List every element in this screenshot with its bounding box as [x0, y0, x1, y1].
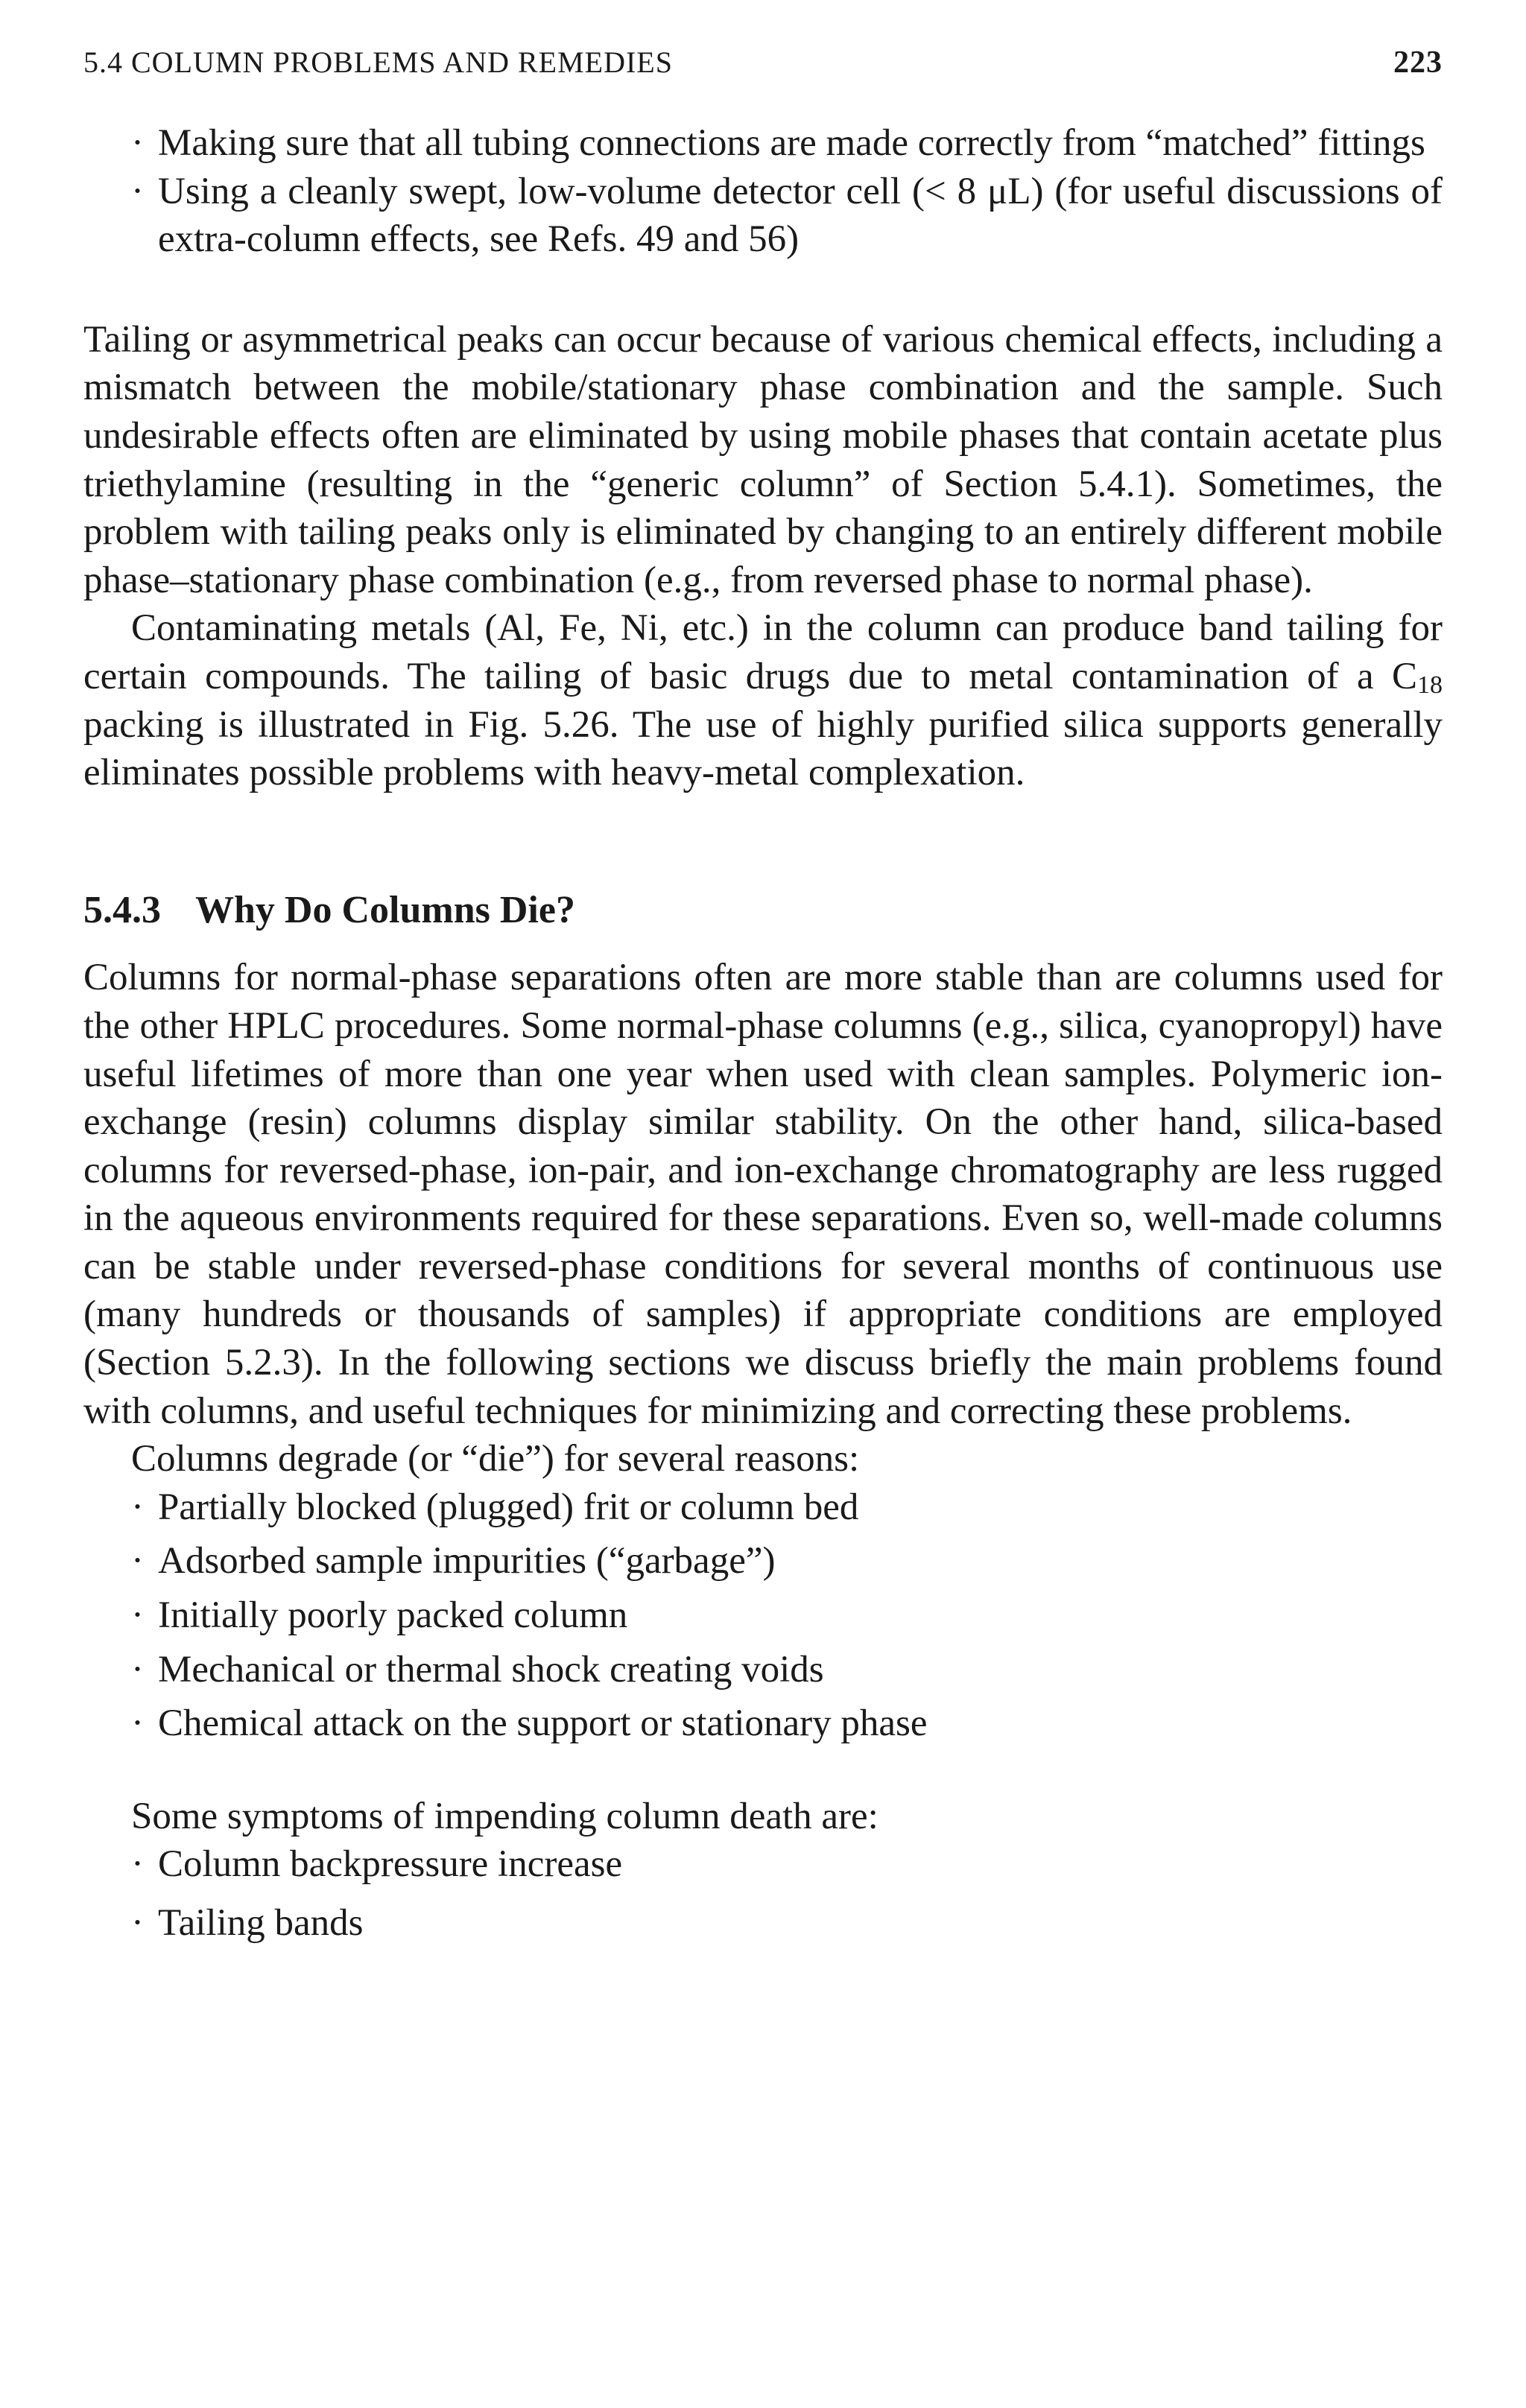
- list-item-text: Chemical attack on the support or stationary phase: [158, 1702, 928, 1745]
- list-item-text: Column backpressure increase: [158, 1843, 623, 1886]
- bullet-list-fittings: [83, 119, 1443, 264]
- bullet-glyph: ·: [131, 1486, 144, 1528]
- paragraph-metals-text-2: packing is illustrated in Fig. 5.26. The use of highly purified silica supports generally eliminates possible problems with heavy-metal complexation.: [83, 703, 1443, 794]
- paragraph-column-stability: Columns for normal-phase separations often are more stable than are columns used for the other HPLC procedures. Some normal-phase columns (e.g., silica, cyanopropyl) have useful lifetimes of more than one year when used with clean samples. Polymeric ion-exchange (resin) columns display similar stability. On the other hand, silica-based columns for reversed-phase, ion-pair, and ion-exchange chromatography are less rugged in the aqueous environments required for these separations. Even so, well-made columns can be stable under reversed-phase conditions for several months of continuous use (many hundreds or thousands of samples) if appropriate conditions are employed (Section 5.2.3). In the following sections we discuss briefly the main problems found with columns, and useful techniques for minimizing and correcting these problems.: [83, 957, 1443, 1432]
- bullet-list-symptoms: [83, 1840, 1443, 1947]
- list-item: [83, 168, 1443, 264]
- list-item: [83, 1646, 1443, 1694]
- list-item-text: Making sure that all tubing connections are made correctly from “matched” fittings: [158, 122, 1425, 164]
- paragraph-metals: [83, 604, 1443, 796]
- bullet-glyph: ·: [131, 1702, 144, 1745]
- paragraph-metals-text-1: Contaminating metals (Al, Fe, Ni, etc.) in the column can produce band tailing for certain compounds. The tailing of basic drugs due to metal contamination of a C: [83, 607, 1443, 697]
- list-item: [83, 1537, 1443, 1585]
- book-page: [83, 45, 1443, 1958]
- list-item: [83, 1899, 1443, 1948]
- section-heading: [83, 887, 1443, 935]
- bullet-glyph: ·: [131, 1843, 144, 1886]
- list-item: [83, 1591, 1443, 1640]
- page-number: 223: [1393, 45, 1443, 80]
- page-body: [83, 119, 1443, 1948]
- paragraph-symptoms-intro: Some symptoms of impending column death are:: [131, 1795, 878, 1837]
- bullet-glyph: ·: [131, 122, 144, 164]
- bullet-glyph: ·: [131, 1648, 144, 1691]
- paragraph-degrade-intro: Columns degrade (or “die”) for several reasons:: [131, 1438, 860, 1480]
- bullet-glyph: ·: [131, 170, 144, 212]
- bullet-glyph: ·: [131, 1902, 144, 1944]
- bullet-glyph: ·: [131, 1594, 144, 1637]
- list-item-text: Initially poorly packed column: [158, 1594, 628, 1637]
- section-title: Why Do Columns Die?: [195, 888, 575, 931]
- list-item-text: Mechanical or thermal shock creating voids: [158, 1648, 824, 1691]
- list-item-text: Tailing bands: [158, 1902, 364, 1944]
- list-item-text: Partially blocked (plugged) frit or column bed: [158, 1486, 859, 1528]
- list-item: [83, 1483, 1443, 1532]
- list-item-text: Adsorbed sample impurities (“garbage”): [158, 1540, 776, 1582]
- bullet-glyph: ·: [131, 1540, 144, 1582]
- list-item-text: Using a cleanly swept, low-volume detector cell (< 8 μL) (for useful discussions of extra-column effects, see Refs. 49 and 56): [158, 170, 1443, 261]
- running-head-section: 5.4 COLUMN PROBLEMS AND REMEDIES: [83, 45, 673, 79]
- bullet-list-degrade-reasons: [83, 1483, 1443, 1748]
- subscript-18: 18: [1417, 671, 1443, 699]
- section-number: 5.4.3: [83, 888, 161, 931]
- list-item: [83, 119, 1443, 168]
- paragraph-tailing: Tailing or asymmetrical peaks can occur because of various chemical effects, including a mismatch between the mobile/stationary phase combination and the sample. Such undesirable effects often are eliminated by using mobile phases that contain acetate plus triethylamine (resulting in the “generic column” of Section 5.4.1). Sometimes, the problem with tailing peaks only is eliminated by changing to an entirely different mobile phase–stationary phase combination (e.g., from reversed phase to normal phase).: [83, 318, 1443, 601]
- list-item: [83, 1699, 1443, 1748]
- list-item: [83, 1840, 1443, 1889]
- running-head: [83, 45, 1443, 104]
